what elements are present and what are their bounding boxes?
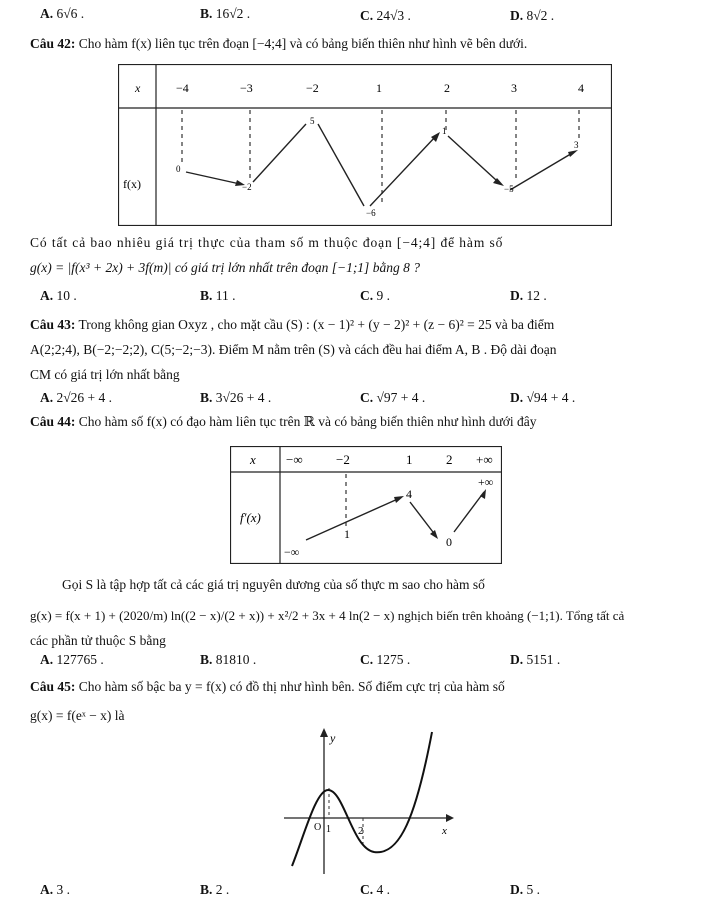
x-label: x <box>442 825 447 837</box>
q44-x-value: −2 <box>336 452 350 467</box>
q43-number: Câu 43: <box>30 317 76 332</box>
q44-value: 4 <box>406 487 412 501</box>
q44-number: Câu 44: <box>30 414 76 429</box>
q42-variation-table <box>118 64 612 226</box>
q44-variation-table <box>230 446 502 564</box>
q44-value: 0 <box>446 535 452 549</box>
origin-label: O <box>314 822 322 833</box>
q42-option-d: D. 12 . <box>510 288 547 303</box>
q44-x-label: x <box>250 452 256 467</box>
q42-value: 5 <box>310 116 315 126</box>
q43-option-c: C. √97 + 4 . <box>360 390 426 405</box>
q42-x-values <box>176 81 584 95</box>
q41-option-c: C. 24√3 . <box>360 8 411 23</box>
q42-stem: Câu 42: Cho hàm f(x) liên tục trên đoạn [−4;4] và có bảng biến thiên như hình vẽ bên dưới. <box>30 36 528 51</box>
q43-option-b: B. 3√26 + 4 . <box>200 390 272 405</box>
q42-value: −2 <box>242 182 252 192</box>
q45-option-d: D. 5 . <box>510 882 540 897</box>
q45-cubic-graph <box>282 726 456 876</box>
q45-option-b: B. 2 . <box>200 882 230 897</box>
q44-f-label: f′(x) <box>240 510 261 525</box>
y-label: y <box>330 731 336 745</box>
q45-number: Câu 45: <box>30 679 76 694</box>
q44-question: Gọi S là tập hợp tất cả các giá trị nguyên dương của số thực m sao cho hàm số g(x) = f(x + 1) + (2020/m) ln((2 − x)/(2 + x)) + x²/2 + 3x + 4 ln(2 − x) nghịch biến trên khoảng (−1;1). Tổng tất cả các phần tử thuộc S bằng <box>30 577 625 648</box>
q42-value: −5 <box>504 184 514 194</box>
q42-x-label: x <box>135 81 141 95</box>
q44-value: 1 <box>344 527 350 541</box>
q42-option-c: C. 9 . <box>360 288 390 303</box>
q44-x-value: 2 <box>446 452 453 467</box>
q44-x-value: −∞ <box>286 452 303 467</box>
q41-option-b: B. 16√2 . <box>200 6 251 21</box>
q43-stem: Câu 43: Trong không gian Oxyz , cho mặt cầu (S) : (x − 1)² + (y − 2)² + (z − 6)² = 25 và ba điểm A(2;2;4), B(−2;−2;2), C(5;−2;−3). Điểm M nằm trên (S) và cách đều hai điểm A, B . Độ dài đoạn CM có giá trị lớn nhất bằng <box>30 317 557 382</box>
q44-option-c: C. 1275 . <box>360 652 411 667</box>
q42-value: 3 <box>574 140 579 150</box>
q42-question: Có tất cả bao nhiêu giá trị thực của tham số m thuộc đoạn [−4;4] để hàm số g(x) = |f(x³ + 2x) + 3f(m)| có giá trị lớn nhất trên đoạn [−1;1] bằng 8 ? <box>30 235 504 275</box>
q45-stem: Câu 45: Cho hàm số bậc ba y = f(x) có đồ thị như hình bên. Số điểm cực trị của hàm số g(x) = f(eˣ − x) là <box>30 679 505 723</box>
q44-option-a: A. 127765 . <box>40 652 104 667</box>
q44-value: −∞ <box>284 545 300 559</box>
q43-option-d: D. √94 + 4 . <box>510 390 576 405</box>
q42-x-value: −3 <box>240 81 253 95</box>
q42-f-label: f(x) <box>123 177 141 191</box>
q41-option-d: D. 8√2 . <box>510 8 555 23</box>
q42-x-value: 4 <box>578 81 584 95</box>
q42-value: 0 <box>176 164 181 174</box>
q45-option-a: A. 3 . <box>40 882 70 897</box>
q42-x-value: −4 <box>176 81 189 95</box>
q42-x-value: −2 <box>306 81 319 95</box>
q42-number: Câu 42: <box>30 36 76 51</box>
tick-1: 1 <box>326 824 331 835</box>
q42-option-a: A. 10 . <box>40 288 77 303</box>
cubic-curve <box>292 732 432 866</box>
q45-option-c: C. 4 . <box>360 882 390 897</box>
q42-option-b: B. 11 . <box>200 288 236 303</box>
q42-x-value: 2 <box>444 81 450 95</box>
q42-value: −6 <box>366 208 376 218</box>
q44-option-d: D. 5151 . <box>510 652 561 667</box>
q43-option-a: A. 2√26 + 4 . <box>40 390 113 405</box>
q44-stem: Câu 44: Cho hàm số f(x) có đạo hàm liên tục trên ℝ và có bảng biến thiên như hình dưới đây <box>30 414 537 429</box>
q44-x-value: +∞ <box>476 452 493 467</box>
q42-value: 1 <box>442 126 447 136</box>
q44-option-b: B. 81810 . <box>200 652 257 667</box>
q42-x-value: 3 <box>511 81 517 95</box>
q42-x-value: 1 <box>376 81 382 95</box>
tick-2: 2 <box>358 825 364 837</box>
q44-x-value: 1 <box>406 452 413 467</box>
q41-option-a: A. 6√6 . <box>40 6 85 21</box>
q44-value: +∞ <box>478 475 494 489</box>
